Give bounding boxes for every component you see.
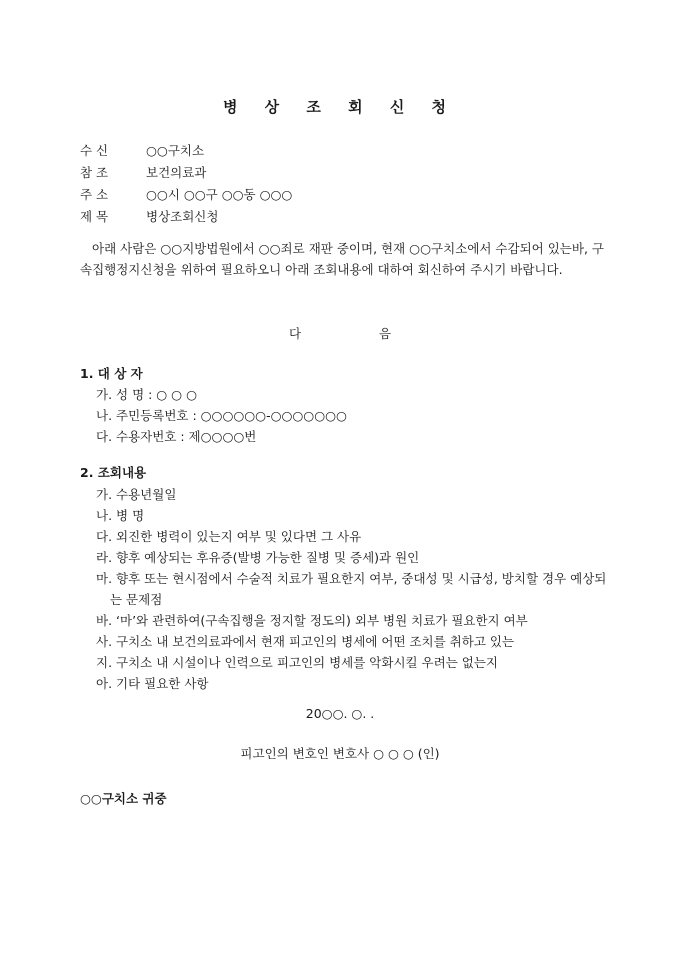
header-value: 병상조회신청: [146, 209, 219, 224]
header-value: 보건의료과: [146, 165, 207, 180]
notice-heading-char: 음: [378, 326, 392, 341]
signature-line: 피고인의 변호인 변호사 ○ ○ ○ (인): [240, 746, 440, 761]
list-item: 라. 향후 예상되는 후유증(발병 가능한 질병 및 증세)과 원인: [96, 550, 420, 565]
header-label: 주 소: [80, 187, 109, 202]
list-item: 다. 외진한 병력이 있는지 여부 및 있다면 그 사유: [96, 529, 362, 544]
header-row-reference: [80, 163, 206, 183]
header-value: ○○시 ○○구 ○○동 ○○○: [146, 187, 293, 202]
list-item: 가. 수용년월일: [96, 487, 177, 502]
list-item: 바. ‘마’와 관련하여(구속집행을 정지할 정도의) 외부 병원 치료가 필요한지 여부: [96, 613, 528, 628]
header-row-address: [80, 185, 292, 205]
section-heading-inquiry: 2. 조회내용: [80, 465, 147, 480]
list-item: 사. 구치소 내 보건의료과에서 현재 피고인의 병세에 어떤 조치를 취하고 있는: [96, 634, 515, 649]
intro-paragraph: 아래 사람은 ○○지방법원에서 ○○죄로 재판 중이며, 현재 ○○구치소에서 수감되어 있는바, 구속집행정지신청을 위하여 필요하오니 아래 조회내용에 대하여 회신하여 주시기 바랍니다.: [80, 241, 604, 277]
header-value: ○○구치소: [146, 143, 205, 158]
list-item: 다. 수용자번호 : 제○○○○번: [96, 429, 257, 444]
header-row-recipient: [80, 141, 204, 161]
list-item: 나. 주민등록번호 : ○○○○○○-○○○○○○○: [96, 408, 347, 423]
document-date: 20○○. ○. .: [305, 706, 375, 721]
header-label: 수 신: [80, 143, 109, 158]
notice-heading-char: 다: [288, 326, 302, 341]
section-heading-target: 1. 대 상 자: [80, 366, 143, 381]
addressee-footer: ○○구치소 귀중: [80, 791, 167, 806]
document-title: 병 상 조 회 신 청: [222, 98, 458, 116]
list-item: 마. 향후 또는 현시점에서 수술적 치료가 필요한지 여부, 중대성 및 시급성, 방치할 경우 예상되는 문제점: [96, 571, 607, 607]
notice-heading: [0, 324, 680, 342]
list-item: 나. 병 명: [96, 508, 145, 523]
list-item: 아. 기타 필요한 사항: [96, 676, 209, 691]
list-item: 가. 성 명 : ○ ○ ○: [96, 387, 197, 402]
header-row-subject: [80, 207, 218, 227]
header-label: 제 목: [80, 209, 109, 224]
list-item: 지. 구치소 내 시설이나 인력으로 피고인의 병세를 악화시킬 우려는 없는지: [96, 655, 498, 670]
header-label: 참 조: [80, 165, 109, 180]
